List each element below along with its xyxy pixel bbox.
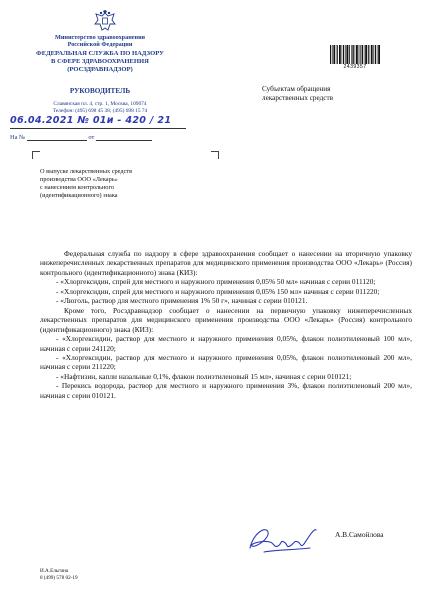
corner-mark-right xyxy=(211,151,219,159)
handwritten-date-number: 06.04.2021 № 01и - 420 / 21 xyxy=(10,115,172,126)
ref-number-blank xyxy=(27,133,87,141)
barcode xyxy=(330,45,380,64)
letter-body xyxy=(40,249,412,400)
ministry-name: Министерство здравоохранения Российской Федерации xyxy=(54,34,146,49)
addressee: Субъектам обращения лекарственных средств xyxy=(262,85,333,103)
ref-date-blank xyxy=(96,133,152,141)
body-paragraph: Кроме того, Росздравнадзор сообщает о нанесении на первичную упаковку нижеперечисленных лекарственных препаратов для медицинского применения производства ООО «Лекарь» (Россия) контрольного (идентификационного) знака (КИЗ): xyxy=(40,305,412,334)
handwritten-signature xyxy=(244,522,320,556)
ref-label: На № xyxy=(10,134,26,141)
executor-info: И.А.Ельгина 8 (499) 578 02-19 xyxy=(40,568,78,581)
body-list-item: - Перекись водорода, раствор для местного и наружного применения 3%, флакон полиэтиленовый 200 мл», начиная с серии 010121. xyxy=(40,381,412,400)
corner-mark-left xyxy=(32,151,40,159)
barcode-number: 2439357 xyxy=(343,64,367,70)
agency-address: Славянская пл. 4, стр. 1, Москва, 109074 Телефон: (495) 698 45 38; (495) 698 15 74 xyxy=(52,101,148,114)
body-list-item: - «Хлоргексидин, раствор для местного и наружного применения 0,05%, флакон полиэтиленовый 200 мл», начиная с серии 211220; xyxy=(40,352,412,372)
signer-name: А.В.Самойлова xyxy=(335,530,384,539)
head-title: РУКОВОДИТЕЛЬ xyxy=(69,87,131,95)
body-list-item: - «Хлоргексидин, спрей для местного и наружного применения 0,05% 150 мл» начиная с серии 011220; xyxy=(56,286,380,296)
body-list-item: - «Хлоргексидин, спрей для местного и наружного применения 0,05% 50 мл» начиная с серии 011120; xyxy=(56,277,376,287)
ref-from-label: от xyxy=(88,134,95,141)
body-list-item: - «Нафтизин, капли назальные 0,1%, флакон полиэтиленовый 15 мл», начиная с серии 010121; xyxy=(56,371,352,381)
letter-subject: О выпуске лекарственных средств производства ООО «Лекарь» с нанесением контрольного (идентификационного) знака xyxy=(40,168,133,199)
reference-line xyxy=(10,133,152,141)
agency-name: ФЕДЕРАЛЬНАЯ СЛУЖБА ПО НАДЗОРУ В СФЕРЕ ЗДРАВООХРАНЕНИЯ (РОСЗДРАВНАДЗОР) xyxy=(36,50,164,74)
date-underline xyxy=(10,128,186,129)
body-list-item: - «Люголь, раствор для местного применения 1% 50 г», начиная с серии 010121. xyxy=(56,296,308,306)
coat-of-arms-icon xyxy=(92,10,118,34)
body-paragraph: Федеральная служба по надзору в сфере здравоохранения сообщает о нанесении на вторичную упаковку нижеперечисленных лекарственных препаратов для медицинского применения производства ООО «Лекарь» (Россия) контрольного (идентификационного) знака (КИЗ): xyxy=(40,249,412,277)
body-list-item: - «Хлоргексидин, раствор для местного и наружного применения 0,05%, флакон полиэтиленовый 100 мл», начиная с серии 241120; xyxy=(40,334,412,353)
